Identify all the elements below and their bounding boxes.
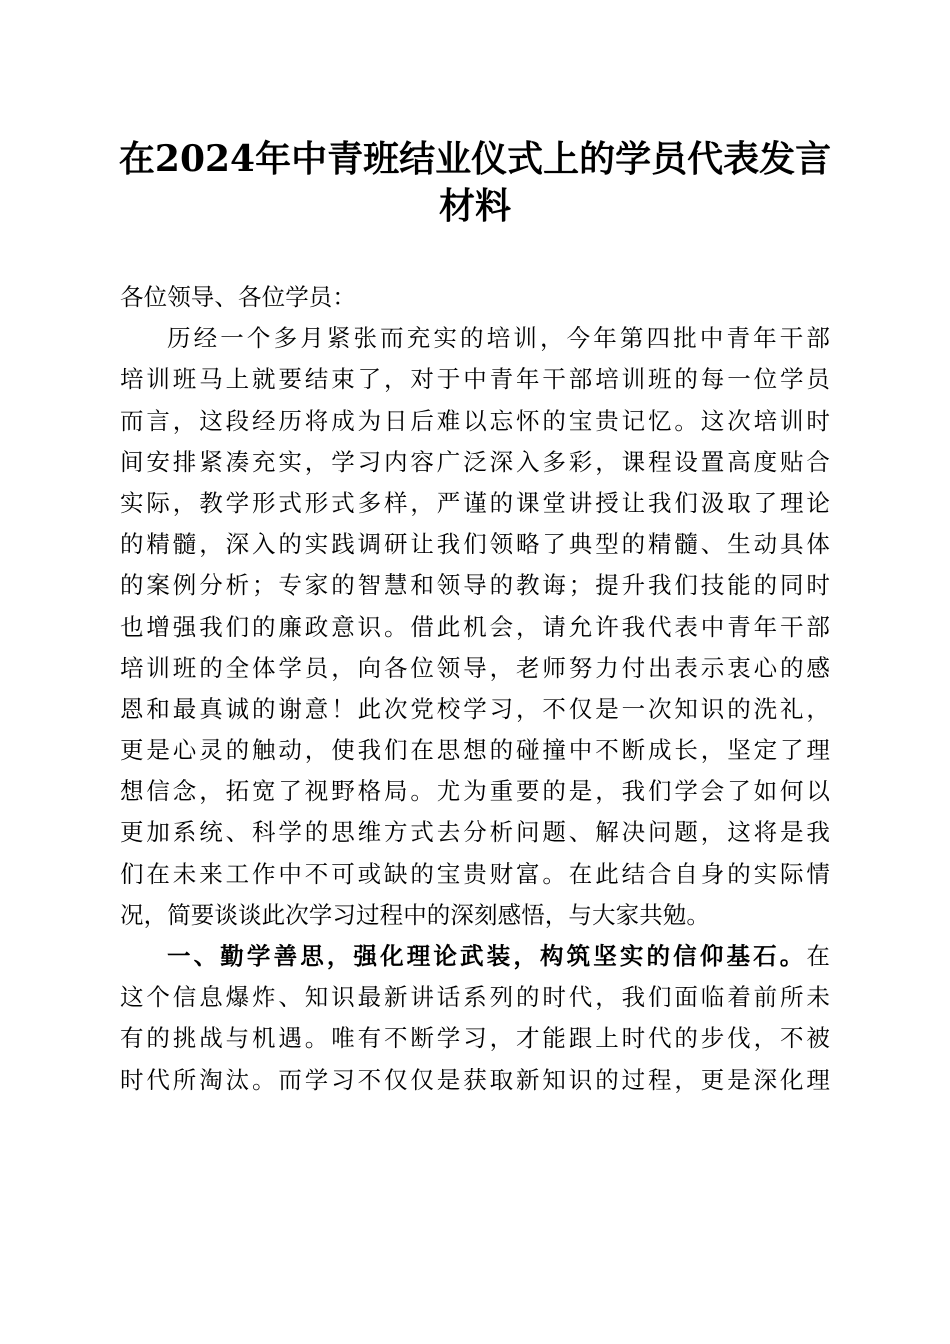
greeting: 各位领导、各位学员： — [120, 283, 356, 311]
section-1-first-line — [120, 936, 830, 977]
paragraph-line: 培训班的全体学员，向各位领导，老师努力付出表示衷心的感 — [120, 653, 830, 682]
paragraph-line: 历经一个多月紧张而充实的培训，今年第四批中青年干部 — [167, 324, 830, 353]
paragraph-line: 培训班马上就要结束了，对于中青年干部培训班的每一位学员 — [120, 365, 830, 394]
paragraph-line: 想信念，拓宽了视野格局。尤为重要的是，我们学会了如何以 — [120, 777, 830, 806]
title-line-2: 材料 — [438, 185, 511, 227]
document-title — [100, 136, 850, 230]
paragraph-line: 更是心灵的触动，使我们在思想的碰撞中不断成长，坚定了理 — [120, 736, 830, 765]
paragraph-line: 恩和最真诚的谢意！此次党校学习，不仅是一次知识的洗礼， — [120, 694, 830, 723]
paragraph-line: 时代所淘汰。而学习不仅仅是获取新知识的过程，更是深化理 — [120, 1065, 830, 1094]
paragraph-line: 而言，这段经历将成为日后难以忘怀的宝贵记忆。这次培训时 — [120, 406, 830, 435]
paragraph-line: 这个信息爆炸、知识最新讲话系列的时代，我们面临着前所未 — [120, 983, 830, 1012]
section-1-first-line-tail: 在 — [806, 942, 830, 970]
paragraph-line: 实际，教学形式形式多样，严谨的课堂讲授让我们汲取了理论 — [120, 488, 830, 517]
paragraph-line: 有的挑战与机遇。唯有不断学习，才能跟上时代的步伐，不被 — [120, 1024, 830, 1053]
paragraph-line: 的案例分析；专家的智慧和领导的教诲；提升我们技能的同时 — [120, 571, 830, 600]
paragraph-line: 也增强我们的廉政意识。借此机会，请允许我代表中青年干部 — [120, 612, 830, 641]
section-1-heading: 一、勤学善思，强化理论武装，构筑坚实的信仰基石。 — [167, 942, 807, 970]
paragraph-line: 况，简要谈谈此次学习过程中的深刻感悟，与大家共勉。 — [120, 900, 710, 929]
document-body — [120, 277, 830, 1101]
section-1 — [120, 936, 830, 1101]
paragraph-1 — [120, 318, 830, 936]
paragraph-line: 更加系统、科学的思维方式去分析问题、解决问题，这将是我 — [120, 818, 830, 847]
title-line-1: 在2024年中青班结业仪式上的学员代表发言 — [118, 138, 832, 180]
paragraph-line: 的精髓，深入的实践调研让我们领略了典型的精髓、生动具体 — [120, 530, 830, 559]
paragraph-line: 间安排紧凑充实，学习内容广泛深入多彩，课程设置高度贴合 — [120, 447, 830, 476]
paragraph-line: 们在未来工作中不可或缺的宝贵财富。在此结合自身的实际情 — [120, 859, 830, 888]
